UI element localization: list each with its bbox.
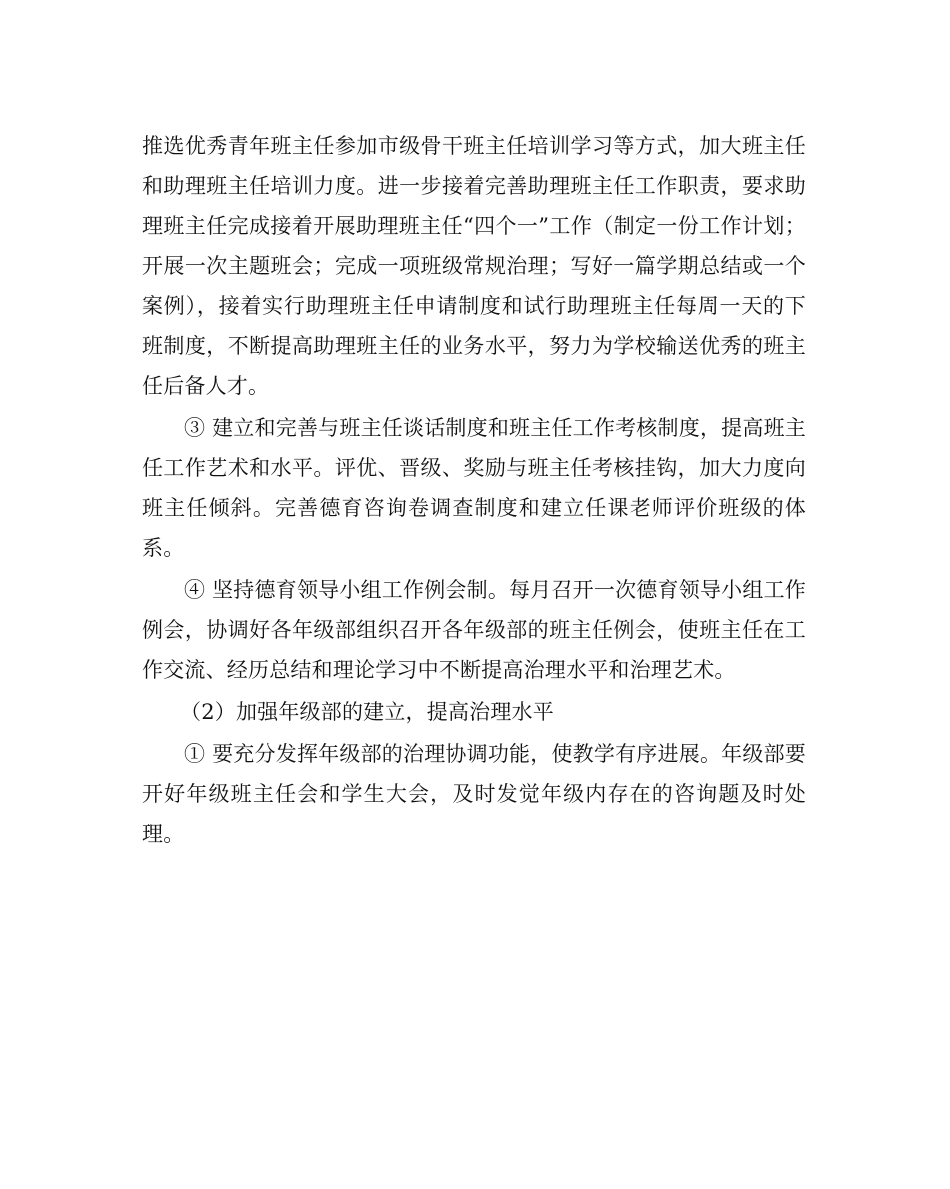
paragraph-continuation: 推选优秀青年班主任参加市级骨干班主任培训学习等方式，加大班主任和助理班主任培训力度。进一步接着完善助理班主任工作职责，要求助理班主任完成接着开展助理班主任“四个一”工作（制定一份工作计划；开展一次主题班会；完成一项班级常规治理；写好一篇学期总结或一个案例），接着实行助理班主任申请制度和试行助理班主任每周一天的下班制度，不断提高助理班主任的业务水平，努力为学校输送优秀的班主任后备人才。 [142, 134, 806, 398]
paragraph-item-1: ① 要充分发挥年级部的治理协调功能，使教学有序进展。年级部要开好年级班主任会和学生大会，及时发觉年级内存在的咨询题及时处理。 [142, 742, 806, 846]
section-heading-2: （2）加强年级部的建立，提高治理水平 [180, 700, 554, 724]
document-body [142, 126, 806, 856]
paragraph-item-3: ③ 建立和完善与班主任谈话制度和班主任工作考核制度，提高班主任工作艺术和水平。评优、晋级、奖励与班主任考核挂钩，加大力度向班主任倾斜。完善德育咨询卷调查制度和建立任课老师评价班级的体系。 [142, 416, 806, 560]
paragraph-item-4: ④ 坚持德育领导小组工作例会制。每月召开一次德育领导小组工作例会，协调好各年级部组织召开各年级部的班主任例会，使班主任在工作交流、经历总结和理论学习中不断提高治理水平和治理艺术。 [142, 578, 806, 682]
